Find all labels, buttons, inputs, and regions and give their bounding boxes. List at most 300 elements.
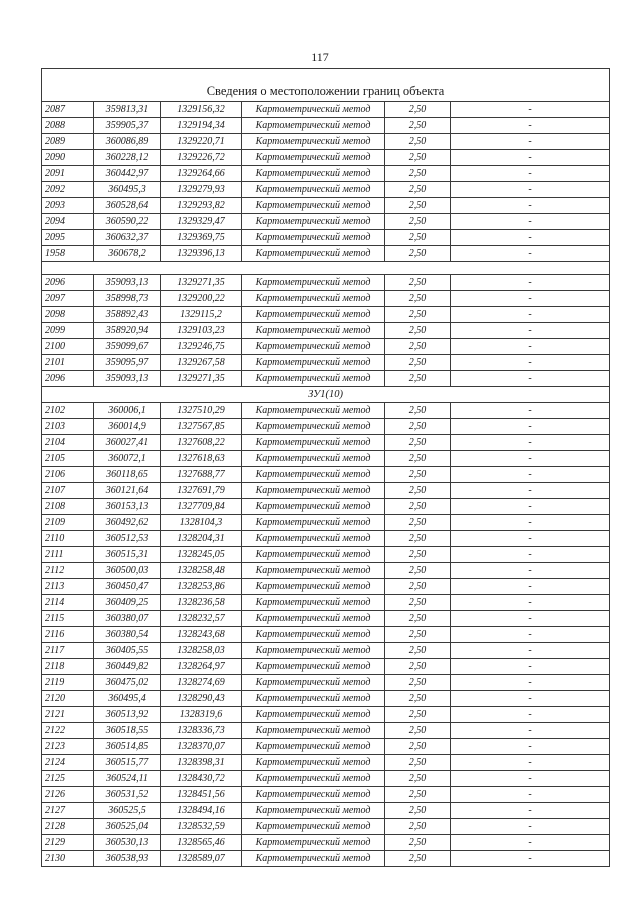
accuracy-cell: 2,50 (385, 643, 451, 659)
point-number-cell: 2095 (42, 230, 94, 246)
description-cell: - (451, 198, 610, 214)
description-cell: - (451, 182, 610, 198)
table-row (42, 150, 610, 166)
coord-y-cell: 1329103,23 (161, 323, 242, 339)
description-cell: - (451, 835, 610, 851)
accuracy-cell: 2,50 (385, 819, 451, 835)
method-cell: Картометрический метод (242, 307, 385, 323)
method-cell: Картометрический метод (242, 323, 385, 339)
separator-row (42, 262, 610, 275)
accuracy-cell: 2,50 (385, 579, 451, 595)
accuracy-cell: 2,50 (385, 787, 451, 803)
method-cell: Картометрический метод (242, 355, 385, 371)
description-cell: - (451, 275, 610, 291)
coord-x-cell: 360405,55 (94, 643, 161, 659)
description-cell: - (451, 707, 610, 723)
coord-y-cell: 1329267,58 (161, 355, 242, 371)
point-number-cell: 2102 (42, 403, 94, 419)
point-number-cell: 2116 (42, 627, 94, 643)
description-cell: - (451, 134, 610, 150)
point-number-cell: 2088 (42, 118, 94, 134)
accuracy-cell: 2,50 (385, 467, 451, 483)
point-number-cell: 2100 (42, 339, 94, 355)
point-number-cell: 2096 (42, 371, 94, 387)
coord-x-cell: 360228,12 (94, 150, 161, 166)
coord-x-cell: 360524,11 (94, 771, 161, 787)
description-cell: - (451, 230, 610, 246)
method-cell: Картометрический метод (242, 515, 385, 531)
coord-x-cell: 360153,13 (94, 499, 161, 515)
description-cell: - (451, 675, 610, 691)
coord-x-cell: 360495,4 (94, 691, 161, 707)
point-number-cell: 2094 (42, 214, 94, 230)
coord-x-cell: 360514,85 (94, 739, 161, 755)
method-cell: Картометрический метод (242, 339, 385, 355)
coord-y-cell: 1329246,75 (161, 339, 242, 355)
description-cell: - (451, 787, 610, 803)
point-number-cell: 2087 (42, 102, 94, 118)
point-number-cell: 2124 (42, 755, 94, 771)
description-cell: - (451, 611, 610, 627)
method-cell: Картометрический метод (242, 723, 385, 739)
accuracy-cell: 2,50 (385, 150, 451, 166)
coord-y-cell: 1328319,6 (161, 707, 242, 723)
coord-y-cell: 1328243,68 (161, 627, 242, 643)
table-title: Сведения о местоположении границ объекта (42, 69, 610, 102)
method-cell: Картометрический метод (242, 451, 385, 467)
description-cell: - (451, 102, 610, 118)
description-cell: - (451, 451, 610, 467)
method-cell: Картометрический метод (242, 230, 385, 246)
point-number-cell: 2101 (42, 355, 94, 371)
accuracy-cell: 2,50 (385, 323, 451, 339)
description-cell: - (451, 563, 610, 579)
point-number-cell: 2117 (42, 643, 94, 659)
table-row (42, 755, 610, 771)
table-row (42, 182, 610, 198)
method-cell: Картометрический метод (242, 851, 385, 867)
description-cell: - (451, 419, 610, 435)
table-row (42, 467, 610, 483)
coord-x-cell: 360530,13 (94, 835, 161, 851)
point-number-cell: 2113 (42, 579, 94, 595)
accuracy-cell: 2,50 (385, 275, 451, 291)
table-row (42, 595, 610, 611)
table-row (42, 515, 610, 531)
table-title-row (42, 69, 610, 102)
accuracy-cell: 2,50 (385, 182, 451, 198)
coord-y-cell: 1328430,72 (161, 771, 242, 787)
method-cell: Картометрический метод (242, 419, 385, 435)
point-number-cell: 2119 (42, 675, 94, 691)
description-cell: - (451, 467, 610, 483)
table-row (42, 419, 610, 435)
table-row (42, 355, 610, 371)
coord-x-cell: 360027,41 (94, 435, 161, 451)
method-cell: Картометрический метод (242, 563, 385, 579)
boundary-table (41, 68, 610, 867)
table-row (42, 339, 610, 355)
point-number-cell: 2115 (42, 611, 94, 627)
method-cell: Картометрический метод (242, 627, 385, 643)
point-number-cell: 2099 (42, 323, 94, 339)
table-row (42, 835, 610, 851)
description-cell: - (451, 355, 610, 371)
coord-y-cell: 1327688,77 (161, 467, 242, 483)
method-cell: Картометрический метод (242, 787, 385, 803)
table-row (42, 803, 610, 819)
table-row (42, 483, 610, 499)
coord-y-cell: 1328532,59 (161, 819, 242, 835)
description-cell: - (451, 371, 610, 387)
coord-x-cell: 360528,64 (94, 198, 161, 214)
description-cell: - (451, 150, 610, 166)
coord-x-cell: 360590,22 (94, 214, 161, 230)
accuracy-cell: 2,50 (385, 835, 451, 851)
point-number-cell: 2093 (42, 198, 94, 214)
description-cell: - (451, 483, 610, 499)
coord-x-cell: 360495,3 (94, 182, 161, 198)
point-number-cell: 2108 (42, 499, 94, 515)
coord-y-cell: 1329200,22 (161, 291, 242, 307)
accuracy-cell: 2,50 (385, 547, 451, 563)
coord-x-cell: 360513,92 (94, 707, 161, 723)
description-cell: - (451, 547, 610, 563)
description-cell: - (451, 307, 610, 323)
description-cell: - (451, 595, 610, 611)
accuracy-cell: 2,50 (385, 102, 451, 118)
point-number-cell: 2106 (42, 467, 94, 483)
point-number-cell: 1958 (42, 246, 94, 262)
coord-x-cell: 360475,02 (94, 675, 161, 691)
coord-x-cell: 360409,25 (94, 595, 161, 611)
accuracy-cell: 2,50 (385, 291, 451, 307)
section-label: ЗУ1(10) (42, 387, 610, 403)
method-cell: Картометрический метод (242, 275, 385, 291)
method-cell: Картометрический метод (242, 150, 385, 166)
coord-y-cell: 1327567,85 (161, 419, 242, 435)
description-cell: - (451, 403, 610, 419)
coord-y-cell: 1328232,57 (161, 611, 242, 627)
method-cell: Картометрический метод (242, 835, 385, 851)
accuracy-cell: 2,50 (385, 755, 451, 771)
accuracy-cell: 2,50 (385, 198, 451, 214)
table-row (42, 627, 610, 643)
method-cell: Картометрический метод (242, 371, 385, 387)
coord-x-cell: 360492,62 (94, 515, 161, 531)
description-cell: - (451, 851, 610, 867)
table-row (42, 739, 610, 755)
coord-x-cell: 360531,52 (94, 787, 161, 803)
accuracy-cell: 2,50 (385, 435, 451, 451)
description-cell: - (451, 803, 610, 819)
coord-x-cell: 360515,31 (94, 547, 161, 563)
coord-x-cell: 360525,5 (94, 803, 161, 819)
coord-x-cell: 359905,37 (94, 118, 161, 134)
coord-y-cell: 1327691,79 (161, 483, 242, 499)
accuracy-cell: 2,50 (385, 403, 451, 419)
point-number-cell: 2120 (42, 691, 94, 707)
accuracy-cell: 2,50 (385, 118, 451, 134)
accuracy-cell: 2,50 (385, 675, 451, 691)
point-number-cell: 2103 (42, 419, 94, 435)
table-row (42, 291, 610, 307)
description-cell: - (451, 339, 610, 355)
method-cell: Картометрический метод (242, 182, 385, 198)
accuracy-cell: 2,50 (385, 531, 451, 547)
coord-y-cell: 1327608,22 (161, 435, 242, 451)
method-cell: Картометрический метод (242, 611, 385, 627)
table-row (42, 246, 610, 262)
point-number-cell: 2110 (42, 531, 94, 547)
coord-y-cell: 1329396,13 (161, 246, 242, 262)
accuracy-cell: 2,50 (385, 707, 451, 723)
accuracy-cell: 2,50 (385, 659, 451, 675)
point-number-cell: 2122 (42, 723, 94, 739)
method-cell: Картометрический метод (242, 198, 385, 214)
description-cell: - (451, 291, 610, 307)
table-row (42, 771, 610, 787)
accuracy-cell: 2,50 (385, 134, 451, 150)
coord-x-cell: 360449,82 (94, 659, 161, 675)
point-number-cell: 2111 (42, 547, 94, 563)
description-cell: - (451, 627, 610, 643)
accuracy-cell: 2,50 (385, 771, 451, 787)
description-cell: - (451, 755, 610, 771)
table-row (42, 723, 610, 739)
point-number-cell: 2127 (42, 803, 94, 819)
point-number-cell: 2089 (42, 134, 94, 150)
table-row (42, 403, 610, 419)
coord-x-cell: 360632,37 (94, 230, 161, 246)
coord-y-cell: 1328290,43 (161, 691, 242, 707)
description-cell: - (451, 691, 610, 707)
description-cell: - (451, 166, 610, 182)
coord-x-cell: 359095,97 (94, 355, 161, 371)
separator-cell (42, 262, 610, 275)
coord-x-cell: 360678,2 (94, 246, 161, 262)
accuracy-cell: 2,50 (385, 483, 451, 499)
point-number-cell: 2128 (42, 819, 94, 835)
coord-x-cell: 360380,54 (94, 627, 161, 643)
table-row (42, 531, 610, 547)
coord-y-cell: 1329271,35 (161, 275, 242, 291)
coord-y-cell: 1328565,46 (161, 835, 242, 851)
coord-y-cell: 1328589,07 (161, 851, 242, 867)
coord-y-cell: 1328494,16 (161, 803, 242, 819)
coord-x-cell: 360121,64 (94, 483, 161, 499)
table-row (42, 707, 610, 723)
coord-x-cell: 360450,47 (94, 579, 161, 595)
coord-y-cell: 1329369,75 (161, 230, 242, 246)
coord-y-cell: 1327709,84 (161, 499, 242, 515)
method-cell: Картометрический метод (242, 246, 385, 262)
table-row (42, 563, 610, 579)
coord-y-cell: 1328253,86 (161, 579, 242, 595)
method-cell: Картометрический метод (242, 643, 385, 659)
point-number-cell: 2130 (42, 851, 94, 867)
page-number: 117 (311, 50, 329, 64)
coord-x-cell: 360014,9 (94, 419, 161, 435)
method-cell: Картометрический метод (242, 675, 385, 691)
method-cell: Картометрический метод (242, 214, 385, 230)
accuracy-cell: 2,50 (385, 563, 451, 579)
point-number-cell: 2112 (42, 563, 94, 579)
coord-y-cell: 1329279,93 (161, 182, 242, 198)
table-row (42, 579, 610, 595)
method-cell: Картометрический метод (242, 547, 385, 563)
table-row (42, 323, 610, 339)
method-cell: Картометрический метод (242, 771, 385, 787)
coord-x-cell: 359099,67 (94, 339, 161, 355)
table-row (42, 659, 610, 675)
coord-x-cell: 358920,94 (94, 323, 161, 339)
coord-x-cell: 360512,53 (94, 531, 161, 547)
accuracy-cell: 2,50 (385, 339, 451, 355)
method-cell: Картометрический метод (242, 134, 385, 150)
table-row (42, 643, 610, 659)
table-row (42, 118, 610, 134)
point-number-cell: 2090 (42, 150, 94, 166)
table-row (42, 102, 610, 118)
point-number-cell: 2129 (42, 835, 94, 851)
coord-x-cell: 360072,1 (94, 451, 161, 467)
table-row (42, 307, 610, 323)
coord-y-cell: 1328104,3 (161, 515, 242, 531)
point-number-cell: 2126 (42, 787, 94, 803)
method-cell: Картометрический метод (242, 531, 385, 547)
description-cell: - (451, 435, 610, 451)
coord-y-cell: 1328336,73 (161, 723, 242, 739)
method-cell: Картометрический метод (242, 467, 385, 483)
coord-x-cell: 360442,97 (94, 166, 161, 182)
method-cell: Картометрический метод (242, 118, 385, 134)
coord-y-cell: 1329271,35 (161, 371, 242, 387)
coord-x-cell: 358998,73 (94, 291, 161, 307)
coord-x-cell: 360500,03 (94, 563, 161, 579)
table-row (42, 214, 610, 230)
coord-y-cell: 1329329,47 (161, 214, 242, 230)
point-number-cell: 2107 (42, 483, 94, 499)
accuracy-cell: 2,50 (385, 307, 451, 323)
coord-y-cell: 1328258,48 (161, 563, 242, 579)
accuracy-cell: 2,50 (385, 515, 451, 531)
accuracy-cell: 2,50 (385, 371, 451, 387)
table-row (42, 435, 610, 451)
method-cell: Картометрический метод (242, 403, 385, 419)
method-cell: Картометрический метод (242, 499, 385, 515)
coord-x-cell: 359093,13 (94, 275, 161, 291)
table-row (42, 819, 610, 835)
table-row (42, 499, 610, 515)
coord-x-cell: 360086,89 (94, 134, 161, 150)
coord-x-cell: 360518,55 (94, 723, 161, 739)
coord-x-cell: 359093,13 (94, 371, 161, 387)
coord-y-cell: 1329115,2 (161, 307, 242, 323)
coord-y-cell: 1328370,07 (161, 739, 242, 755)
accuracy-cell: 2,50 (385, 246, 451, 262)
point-number-cell: 2105 (42, 451, 94, 467)
coord-y-cell: 1328236,58 (161, 595, 242, 611)
table-row (42, 851, 610, 867)
method-cell: Картометрический метод (242, 166, 385, 182)
coord-y-cell: 1328451,56 (161, 787, 242, 803)
table-row (42, 166, 610, 182)
accuracy-cell: 2,50 (385, 627, 451, 643)
coord-y-cell: 1329226,72 (161, 150, 242, 166)
section-row (42, 387, 610, 403)
coord-y-cell: 1328245,05 (161, 547, 242, 563)
description-cell: - (451, 531, 610, 547)
method-cell: Картометрический метод (242, 755, 385, 771)
point-number-cell: 2097 (42, 291, 94, 307)
method-cell: Картометрический метод (242, 739, 385, 755)
table-row (42, 198, 610, 214)
point-number-cell: 2118 (42, 659, 94, 675)
method-cell: Картометрический метод (242, 595, 385, 611)
accuracy-cell: 2,50 (385, 230, 451, 246)
coord-y-cell: 1329156,32 (161, 102, 242, 118)
table-row (42, 371, 610, 387)
point-number-cell: 2096 (42, 275, 94, 291)
table-row (42, 275, 610, 291)
method-cell: Картометрический метод (242, 691, 385, 707)
description-cell: - (451, 659, 610, 675)
accuracy-cell: 2,50 (385, 739, 451, 755)
coord-x-cell: 360525,04 (94, 819, 161, 835)
coord-y-cell: 1328398,31 (161, 755, 242, 771)
coord-y-cell: 1328204,31 (161, 531, 242, 547)
coord-x-cell: 360538,93 (94, 851, 161, 867)
point-number-cell: 2123 (42, 739, 94, 755)
description-cell: - (451, 771, 610, 787)
accuracy-cell: 2,50 (385, 803, 451, 819)
description-cell: - (451, 579, 610, 595)
coord-x-cell: 360006,1 (94, 403, 161, 419)
description-cell: - (451, 499, 610, 515)
coord-y-cell: 1328274,69 (161, 675, 242, 691)
method-cell: Картометрический метод (242, 819, 385, 835)
table-row (42, 134, 610, 150)
coord-x-cell: 360380,07 (94, 611, 161, 627)
point-number-cell: 2104 (42, 435, 94, 451)
table-row (42, 547, 610, 563)
point-number-cell: 2092 (42, 182, 94, 198)
coord-x-cell: 358892,43 (94, 307, 161, 323)
accuracy-cell: 2,50 (385, 355, 451, 371)
coord-x-cell: 360515,77 (94, 755, 161, 771)
coord-x-cell: 359813,31 (94, 102, 161, 118)
method-cell: Картометрический метод (242, 435, 385, 451)
coord-y-cell: 1329264,66 (161, 166, 242, 182)
table-row (42, 611, 610, 627)
method-cell: Картометрический метод (242, 659, 385, 675)
description-cell: - (451, 723, 610, 739)
point-number-cell: 2098 (42, 307, 94, 323)
method-cell: Картометрический метод (242, 483, 385, 499)
coord-y-cell: 1328258,03 (161, 643, 242, 659)
accuracy-cell: 2,50 (385, 595, 451, 611)
point-number-cell: 2121 (42, 707, 94, 723)
table-row (42, 787, 610, 803)
coord-y-cell: 1327510,29 (161, 403, 242, 419)
accuracy-cell: 2,50 (385, 499, 451, 515)
table-row (42, 675, 610, 691)
accuracy-cell: 2,50 (385, 611, 451, 627)
accuracy-cell: 2,50 (385, 723, 451, 739)
coord-y-cell: 1328264,97 (161, 659, 242, 675)
description-cell: - (451, 118, 610, 134)
